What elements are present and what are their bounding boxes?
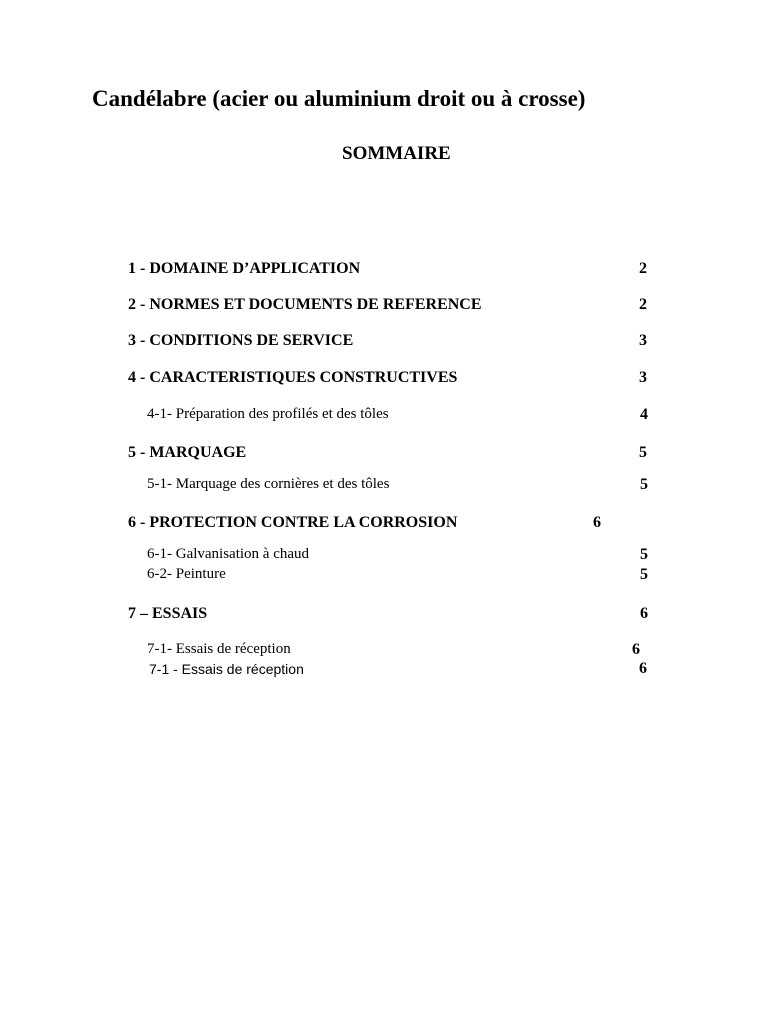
toc-entry-label: 3 - CONDITIONS DE SERVICE [128, 332, 354, 349]
toc-entry-label: 4 - CARACTERISTIQUES CONSTRUCTIVES [128, 369, 458, 386]
toc-entry-page: 5 [640, 566, 648, 583]
toc-entry-label: 5 - MARQUAGE [128, 444, 247, 461]
toc-entry-page: 5 [639, 444, 647, 461]
toc-entry-page: 5 [640, 546, 648, 563]
toc-subentry-label: 7-1- Essais de réception [147, 641, 291, 657]
toc-entry-page: 6 [632, 641, 640, 658]
document-title: Candélabre (acier ou aluminium droit ou à crosse) [92, 86, 586, 111]
toc-entry-page: 2 [639, 296, 647, 313]
toc-entry-label: 2 - NORMES ET DOCUMENTS DE REFERENCE [128, 296, 482, 313]
toc-entry-page: 6 [593, 514, 601, 531]
toc-subentry-label: 6-1- Galvanisation à chaud [147, 546, 310, 562]
toc-entry-label: 7 – ESSAIS [128, 605, 208, 622]
toc-subentry-label: 6-2- Peinture [147, 566, 226, 582]
toc-entry-label: 6 - PROTECTION CONTRE LA CORROSION [128, 514, 458, 531]
toc-entry-page: 6 [640, 605, 648, 622]
toc-entry-page: 5 [640, 476, 648, 493]
toc-entry-label: 1 - DOMAINE D’APPLICATION [128, 260, 361, 277]
toc-subentry-label: 4-1- Préparation des profilés et des tôles [147, 406, 389, 422]
toc-entry-page: 2 [639, 260, 647, 277]
toc-entry-page: 6 [639, 660, 647, 677]
toc-entry-page: 3 [639, 332, 647, 349]
toc-subentry-label: 7-1 - Essais de réception [149, 661, 304, 677]
toc-entry-page: 4 [640, 406, 648, 423]
toc-entry-page: 3 [639, 369, 647, 386]
toc-heading: SOMMAIRE [342, 143, 451, 164]
toc-subentry-label: 5-1- Marquage des cornières et des tôles [147, 476, 390, 492]
